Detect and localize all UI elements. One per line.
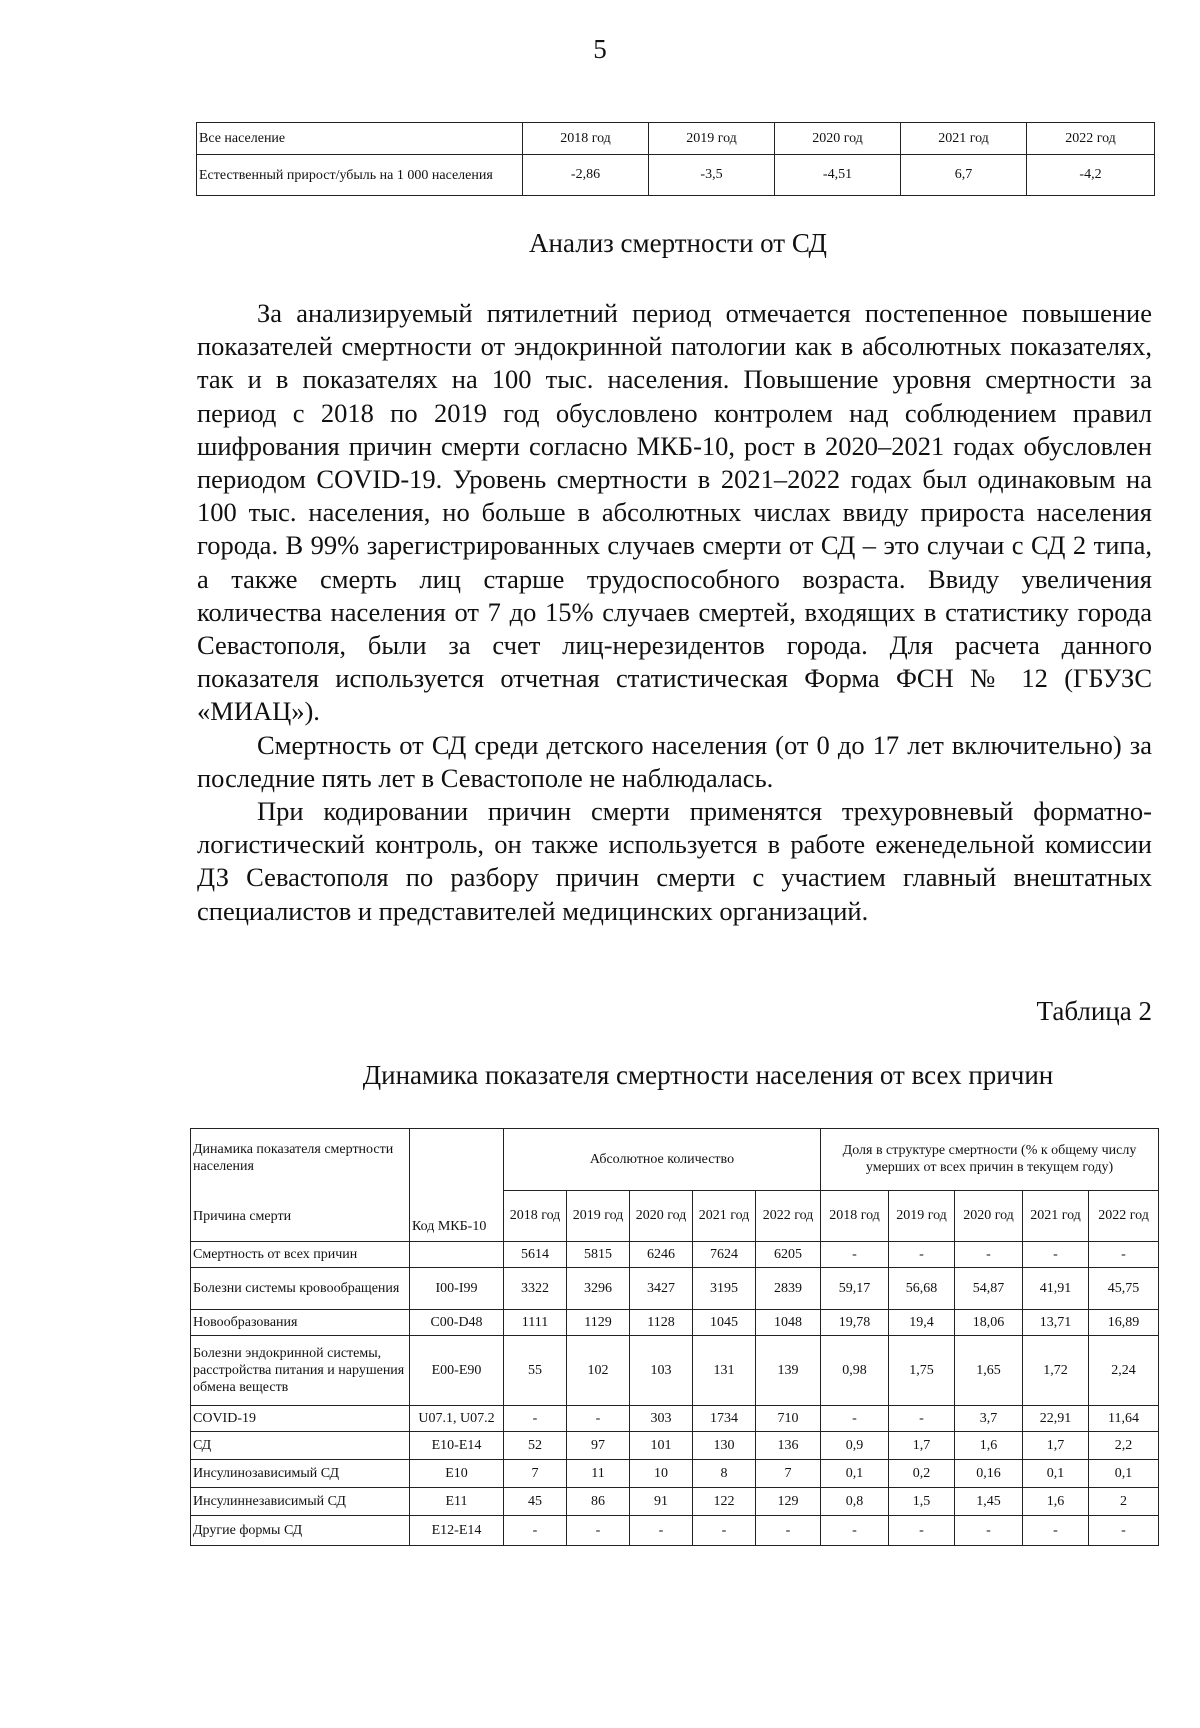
paragraph: За анализируемый пятилетний период отмечается постепенное повышение показателей смертности от эндокринной патологии как в абсолютных показателях, так и в показателях на 100 тыс. населения. Повышение уровня смертности за период с 2018 по 2019 год обусловлено контролем над соблюдением правил шифрования причин смерти согласно МКБ-10, рост в 2020–2021 годах обусловлен периодом COVID-19. Уровень смертности в 2021–2022 годах был одинаковым на 100 тыс. населения, но больше в абсолютных числах ввиду прироста населения города. В 99% зарегистрированных случаев смерти от СД – это случаи с СД 2 типа, а также смерть лиц старше трудоспособного возраста. Ввиду увеличения количества населения от 7 до 15% случаев смертей, входящих в статистику города Севастополя, были за счет лиц-нерезидентов города. Для расчета данного показателя используется отчетная статистическая Форма ФСН № 12 (ГБУЗС «МИАЦ»).	[197, 298, 1152, 727]
absolute-value-cell: 2839	[756, 1268, 821, 1310]
share-value-cell: 0,1	[1023, 1460, 1089, 1488]
absolute-value-cell: -	[693, 1516, 756, 1546]
absolute-value-cell: 91	[630, 1488, 693, 1516]
absolute-value-cell: 1734	[693, 1406, 756, 1432]
table1-year-2022: 2022 год	[1027, 123, 1155, 155]
section-heading: Анализ смертности от СД	[529, 228, 827, 258]
share-value-cell: -	[955, 1516, 1023, 1546]
table1-value: -4,51	[775, 155, 901, 196]
table-row	[191, 1460, 1159, 1488]
code-cell: C00-D48	[410, 1310, 504, 1336]
table2-header-code: Код МКБ-10	[410, 1129, 504, 1242]
table1-row-label: Естественный прирост/убыль на 1 000 населения	[197, 155, 523, 196]
absolute-value-cell: 45	[504, 1488, 567, 1516]
absolute-value-cell: 139	[756, 1336, 821, 1406]
table2-header-share: Доля в структуре смертности (% к общему числу умерших от всех причин в текущем году)	[821, 1129, 1159, 1191]
share-value-cell: 13,71	[1023, 1310, 1089, 1336]
table2-share-year: 2022 год	[1089, 1190, 1159, 1241]
table2-header-absolute: Абсолютное количество	[504, 1129, 821, 1191]
share-value-cell: 11,64	[1089, 1406, 1159, 1432]
share-value-cell: 1,7	[1023, 1432, 1089, 1460]
share-value-cell: 0,98	[821, 1336, 889, 1406]
share-value-cell: 0,1	[1089, 1460, 1159, 1488]
share-value-cell: -	[955, 1242, 1023, 1268]
share-value-cell: 16,89	[1089, 1310, 1159, 1336]
table-row	[191, 1310, 1159, 1336]
absolute-value-cell: 6246	[630, 1242, 693, 1268]
table-row	[191, 1516, 1159, 1546]
table2-share-year: 2020 год	[955, 1190, 1023, 1241]
body-text	[197, 297, 1152, 928]
table1-year-2021: 2021 год	[901, 123, 1027, 155]
table1-value: -4,2	[1027, 155, 1155, 196]
absolute-value-cell: 710	[756, 1406, 821, 1432]
share-value-cell: 1,45	[955, 1488, 1023, 1516]
share-value-cell: -	[821, 1516, 889, 1546]
table1-value: -2,86	[523, 155, 649, 196]
absolute-value-cell: 103	[630, 1336, 693, 1406]
table2-abs-year: 2020 год	[630, 1190, 693, 1241]
absolute-value-cell: 7	[504, 1460, 567, 1488]
absolute-value-cell: 10	[630, 1460, 693, 1488]
cause-cell: Инсулиннезависимый СД	[191, 1488, 410, 1516]
share-value-cell: 1,65	[955, 1336, 1023, 1406]
absolute-value-cell: -	[756, 1516, 821, 1546]
share-value-cell: 1,5	[889, 1488, 955, 1516]
share-value-cell: 19,4	[889, 1310, 955, 1336]
table-number: Таблица 2	[1036, 996, 1152, 1026]
absolute-value-cell: 1129	[567, 1310, 630, 1336]
table-row	[191, 1336, 1159, 1406]
table2-abs-year: 2022 год	[756, 1190, 821, 1241]
code-cell: E00-E90	[410, 1336, 504, 1406]
absolute-value-cell: 7624	[693, 1242, 756, 1268]
share-value-cell: 18,06	[955, 1310, 1023, 1336]
absolute-value-cell: 52	[504, 1432, 567, 1460]
absolute-value-cell: 131	[693, 1336, 756, 1406]
share-value-cell: 2	[1089, 1488, 1159, 1516]
absolute-value-cell: 122	[693, 1488, 756, 1516]
table-title: Динамика показателя смертности населения от всех причин	[362, 1060, 1054, 1090]
absolute-value-cell: 101	[630, 1432, 693, 1460]
absolute-value-cell: 1048	[756, 1310, 821, 1336]
table1-header-label: Все население	[197, 123, 523, 155]
table-row	[191, 1488, 1159, 1516]
share-value-cell: -	[1023, 1242, 1089, 1268]
cause-cell: Болезни системы кровообращения	[191, 1268, 410, 1310]
share-value-cell: 0,16	[955, 1460, 1023, 1488]
table2-header-title: Динамика показателя смертности населения	[193, 1142, 394, 1174]
absolute-value-cell: 7	[756, 1460, 821, 1488]
absolute-value-cell: 303	[630, 1406, 693, 1432]
share-value-cell: 1,6	[1023, 1488, 1089, 1516]
share-value-cell: 56,68	[889, 1268, 955, 1310]
share-value-cell: -	[1023, 1516, 1089, 1546]
table1-value: 6,7	[901, 155, 1027, 196]
table1-header-row	[197, 123, 1155, 155]
absolute-value-cell: 102	[567, 1336, 630, 1406]
cause-cell: Другие формы СД	[191, 1516, 410, 1546]
table2-share-year: 2021 год	[1023, 1190, 1089, 1241]
absolute-value-cell: 5815	[567, 1242, 630, 1268]
share-value-cell: 3,7	[955, 1406, 1023, 1432]
share-value-cell: -	[889, 1406, 955, 1432]
code-cell	[410, 1242, 504, 1268]
table1-year-2018: 2018 год	[523, 123, 649, 155]
share-value-cell: -	[821, 1406, 889, 1432]
table2-share-year: 2018 год	[821, 1190, 889, 1241]
table2-share-year: 2019 год	[889, 1190, 955, 1241]
share-value-cell: -	[1089, 1516, 1159, 1546]
share-value-cell: 1,7	[889, 1432, 955, 1460]
absolute-value-cell: -	[630, 1516, 693, 1546]
cause-cell: Болезни эндокринной системы, расстройства питания и нарушения обмена веществ	[191, 1336, 410, 1406]
share-value-cell: 54,87	[955, 1268, 1023, 1310]
table1-year-2020: 2020 год	[775, 123, 901, 155]
share-value-cell: 0,9	[821, 1432, 889, 1460]
table-row	[191, 1406, 1159, 1432]
absolute-value-cell: -	[504, 1516, 567, 1546]
absolute-value-cell: 129	[756, 1488, 821, 1516]
absolute-value-cell: 5614	[504, 1242, 567, 1268]
share-value-cell: 2,2	[1089, 1432, 1159, 1460]
table-row	[191, 1432, 1159, 1460]
code-cell: E12-E14	[410, 1516, 504, 1546]
table2-abs-year: 2021 год	[693, 1190, 756, 1241]
table2-header-cause-label: Причина смерти	[193, 1209, 292, 1224]
absolute-value-cell: 3195	[693, 1268, 756, 1310]
mortality-table	[190, 1128, 1159, 1546]
absolute-value-cell: -	[504, 1406, 567, 1432]
share-value-cell: -	[889, 1242, 955, 1268]
share-value-cell: 0,1	[821, 1460, 889, 1488]
cause-cell: Новообразования	[191, 1310, 410, 1336]
absolute-value-cell: 1045	[693, 1310, 756, 1336]
paragraph: Смертность от СД среди детского населения (от 0 до 17 лет включительно) за последние пять лет в Севастополе не наблюдалась.	[197, 729, 1152, 793]
absolute-value-cell: 86	[567, 1488, 630, 1516]
population-growth-table	[196, 122, 1155, 196]
absolute-value-cell: 3322	[504, 1268, 567, 1310]
code-cell: E10	[410, 1460, 504, 1488]
absolute-value-cell: 130	[693, 1432, 756, 1460]
table2-body	[191, 1242, 1159, 1546]
absolute-value-cell: 1128	[630, 1310, 693, 1336]
share-value-cell: 1,6	[955, 1432, 1023, 1460]
code-cell: E11	[410, 1488, 504, 1516]
table-row	[191, 1242, 1159, 1268]
paragraph: При кодировании причин смерти применятся трехуровневый форматно-логистический контроль, он также используется в работе еженедельной комиссии ДЗ Севастополя по разбору причин смерти с участием главный внештатных специалистов и представителей медицинских организаций.	[197, 796, 1152, 926]
absolute-value-cell: 3427	[630, 1268, 693, 1310]
share-value-cell: 22,91	[1023, 1406, 1089, 1432]
table2-abs-year: 2018 год	[504, 1190, 567, 1241]
absolute-value-cell: 6205	[756, 1242, 821, 1268]
table2-header-cause	[191, 1129, 410, 1242]
absolute-value-cell: 8	[693, 1460, 756, 1488]
share-value-cell: -	[821, 1242, 889, 1268]
code-cell: U07.1, U07.2	[410, 1406, 504, 1432]
table2-abs-year: 2019 год	[567, 1190, 630, 1241]
cause-cell: Смертность от всех причин	[191, 1242, 410, 1268]
share-value-cell: 0,2	[889, 1460, 955, 1488]
table2-header-row	[191, 1129, 1159, 1191]
cause-cell: Инсулинозависимый СД	[191, 1460, 410, 1488]
page-number: 5	[593, 34, 607, 64]
code-cell: E10-E14	[410, 1432, 504, 1460]
share-value-cell: 41,91	[1023, 1268, 1089, 1310]
share-value-cell: 0,8	[821, 1488, 889, 1516]
table1-year-2019: 2019 год	[649, 123, 775, 155]
share-value-cell: -	[1089, 1242, 1159, 1268]
absolute-value-cell: -	[567, 1516, 630, 1546]
absolute-value-cell: 136	[756, 1432, 821, 1460]
code-cell: I00-I99	[410, 1268, 504, 1310]
absolute-value-cell: 55	[504, 1336, 567, 1406]
share-value-cell: 2,24	[1089, 1336, 1159, 1406]
absolute-value-cell: 97	[567, 1432, 630, 1460]
table1-value: -3,5	[649, 155, 775, 196]
table1-data-row	[197, 155, 1155, 196]
share-value-cell: 19,78	[821, 1310, 889, 1336]
absolute-value-cell: -	[567, 1406, 630, 1432]
share-value-cell: 1,72	[1023, 1336, 1089, 1406]
absolute-value-cell: 11	[567, 1460, 630, 1488]
absolute-value-cell: 3296	[567, 1268, 630, 1310]
share-value-cell: 45,75	[1089, 1268, 1159, 1310]
share-value-cell: 1,75	[889, 1336, 955, 1406]
share-value-cell: 59,17	[821, 1268, 889, 1310]
cause-cell: СД	[191, 1432, 410, 1460]
share-value-cell: -	[889, 1516, 955, 1546]
table-row	[191, 1268, 1159, 1310]
cause-cell: COVID-19	[191, 1406, 410, 1432]
absolute-value-cell: 1111	[504, 1310, 567, 1336]
